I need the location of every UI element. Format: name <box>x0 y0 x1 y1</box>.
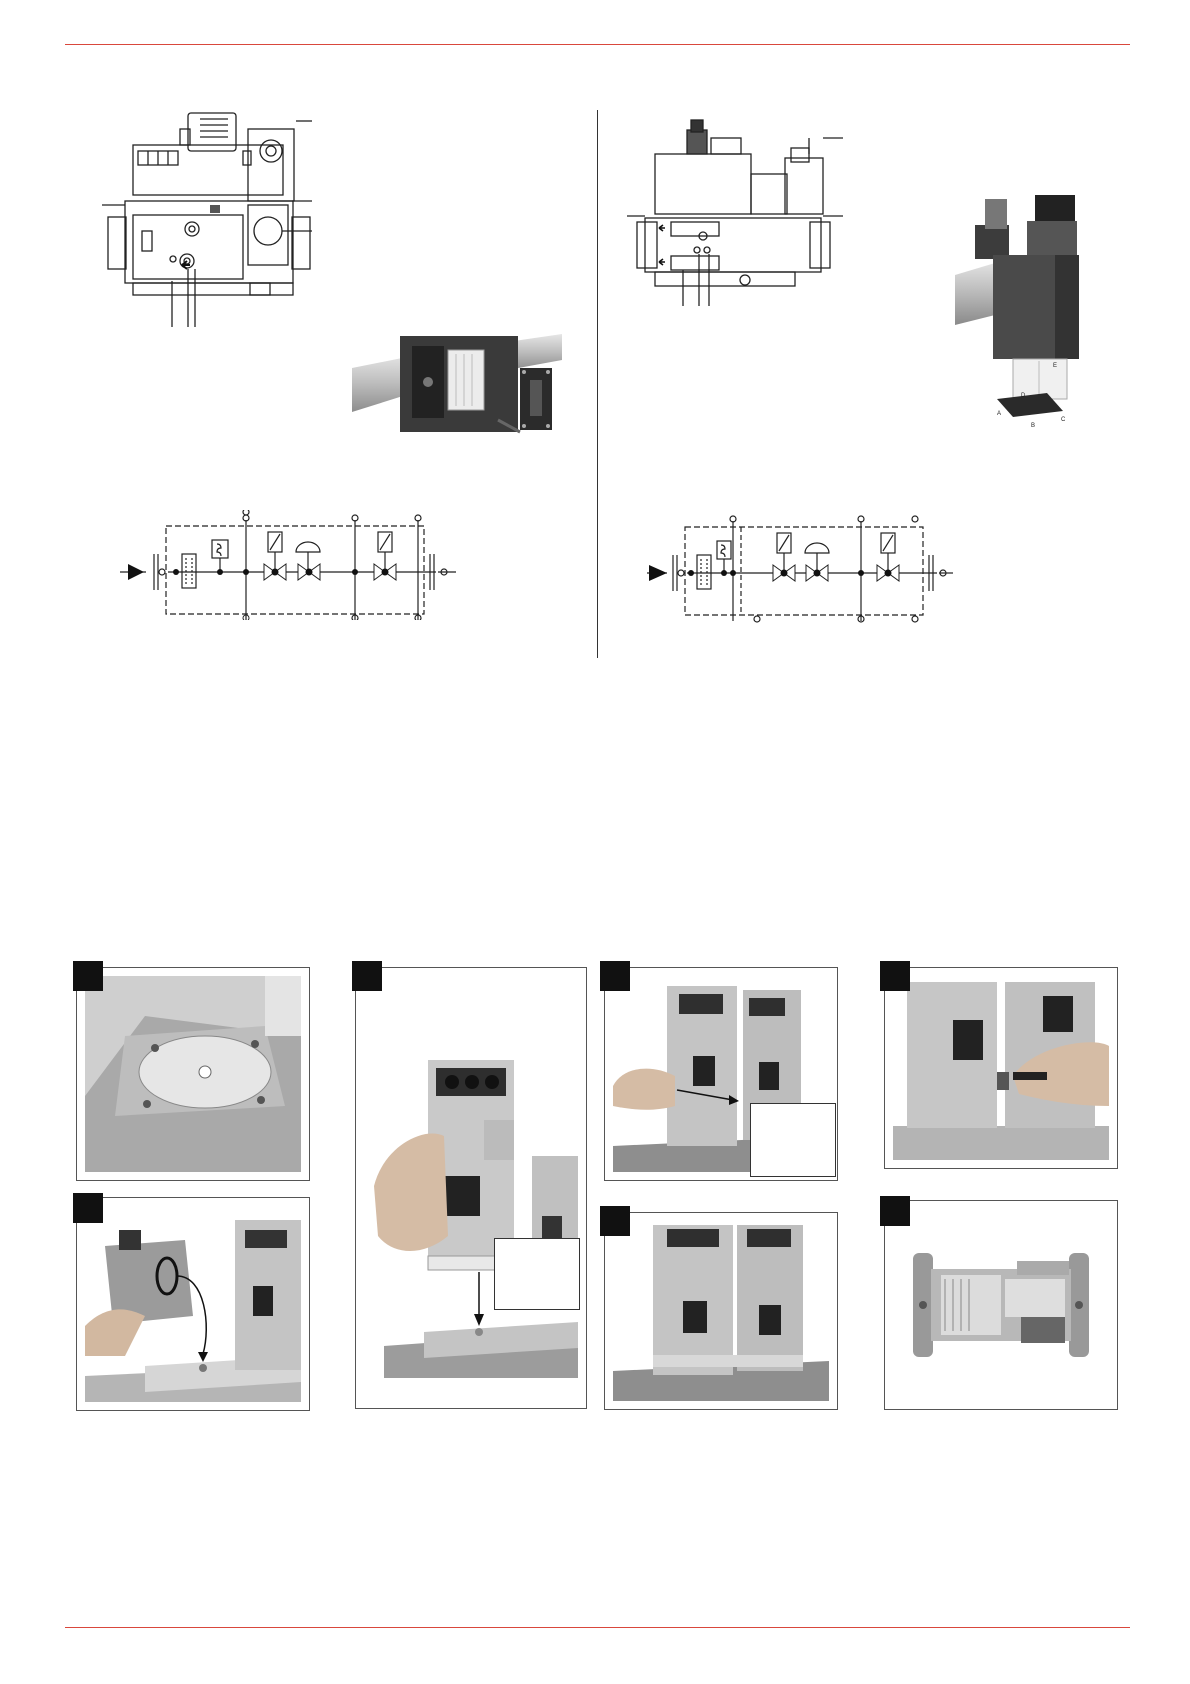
photo-label-d: D <box>1021 393 1026 399</box>
photo-label-a: A <box>997 411 1002 417</box>
right-filter-photo <box>955 185 1095 430</box>
callout-box <box>494 1238 580 1310</box>
photo-label-c: C <box>1061 417 1066 423</box>
step-marker-icon <box>880 1196 910 1226</box>
bottom-rule <box>65 1627 1130 1628</box>
callout-box <box>750 1103 836 1177</box>
step-photo-4 <box>604 967 838 1181</box>
left-schematic <box>118 510 458 620</box>
step-marker-icon <box>880 961 910 991</box>
step-photo-2 <box>76 1197 310 1411</box>
step-photo-5 <box>604 1212 838 1410</box>
step-marker-icon <box>73 1193 103 1223</box>
photo-label-b: B <box>1031 423 1036 429</box>
step-marker-icon <box>73 961 103 991</box>
photo-label-e: E <box>1053 363 1058 369</box>
step-photo-6 <box>884 967 1118 1169</box>
step-marker-icon <box>352 961 382 991</box>
step-photo-7 <box>884 1200 1118 1410</box>
left-filter-photo <box>352 330 567 450</box>
right-valve-drawing <box>625 110 845 310</box>
step-marker-icon <box>600 961 630 991</box>
right-schematic <box>645 513 957 623</box>
column-divider <box>597 110 598 658</box>
step-photo-3 <box>355 967 587 1409</box>
step-marker-icon <box>600 1206 630 1236</box>
top-rule <box>65 44 1130 45</box>
left-valve-drawing <box>100 105 315 330</box>
step-photo-1 <box>76 967 310 1181</box>
